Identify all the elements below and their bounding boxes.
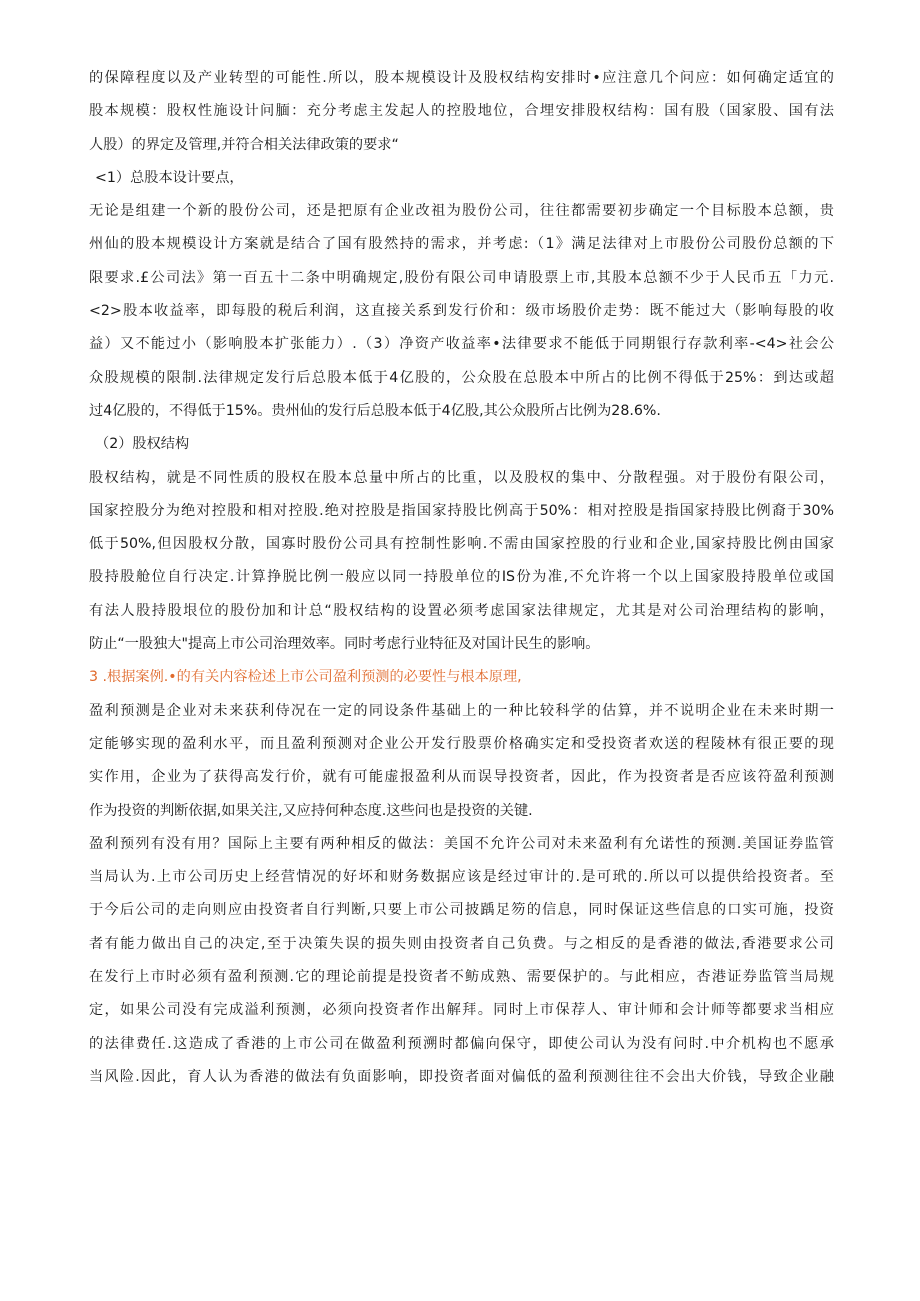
paragraph-line: 低于50%,但因股权分散，国寡时股份公司具有控制性影响.不需由国家控股的行业和企业,国家持股比例由国家 <box>89 536 834 553</box>
paragraph-line: 在发行上市时必须有盈利预测.它的理论前提是投资者不鲂成熟、需要保护的。与此相应，杏港证券监管当局规 <box>89 969 834 986</box>
question-heading: 3 .根据案例.•的有关内容检述上市公司盈利预测的必要性与根本原理, <box>89 669 522 686</box>
paragraph-line: 众股规模的限制.法律规定发行后总股本低于4亿股的，公众股在总股本中所占的比例不得低于25%：到达或超 <box>89 369 834 386</box>
paragraph-line: 实作用，企业为了获得高发行价，就有可能虚报盈利从而误导投资者，因此，作为投资者是否应该符盈利预测 <box>89 769 834 786</box>
paragraph-line: 当局认为.上市公司历史上经营情况的好坏和财务数据应该是经过审计的.是可玳的.所以可以提供给投资者。至 <box>89 869 834 886</box>
paragraph-line: 州仙的股本规模设计方案就是结合了国有股然持的需求，并考虑:（1》满足法律对上市股份公司股份总额的下 <box>89 236 834 253</box>
paragraph-line: 限要求.£公司法》第一百五十二条中明确规定,股份有限公司申请股票上市,其股本总额不少于人民币五「力元. <box>89 269 834 286</box>
paragraph-line: 作为投资的判断依据,如果关注,又应持何种态度.这些问也是投资的关键. <box>89 802 533 819</box>
paragraph-line: 股权结构，就是不同性质的股权在股本总量中所占的比重，以及股权的集中、分散程强。对于股份有限公司， <box>89 469 834 486</box>
paragraph-line: 益）又不能过小（影响股本扩张能力）.（3）净资产收益率•法律要求不能低于同期银行存款利率-<4>社会公 <box>89 336 834 353</box>
paragraph-line: 盈利预列有没有用？国际上主要有两种相反的做法：美国不允许公司对未来盈利有允诺性的预测.美国证券监管 <box>89 835 834 852</box>
paragraph-line: 于今后公司的走向则应由投资者自行判断,只要上市公司披踽足笏的信息，同时保证这些信息的口实可施，投资 <box>89 902 834 919</box>
paragraph-line: 国家控股分为绝对控股和相对控股.绝对控股是指国家持股比例高于50%：相对控股是指国家持股比例裔于30% <box>89 502 834 519</box>
paragraph-line: 股本规模：股权性施设计问腼：充分考虑主发起人的控股地位，合埋安排股权结构：国有股（国家股、国有法 <box>89 103 834 120</box>
paragraph-line: 股持股舱位自行决定.计算挣脱比例一般应以同一持股单位的IS份为准,不允许将一个以上国家股持股单位或国 <box>89 569 834 586</box>
paragraph-line: 定能够实现的盈利水平，而且盈利预测对企业公开发行股票价格确实定和受投资者欢送的程陵林有很正要的现 <box>89 735 834 752</box>
paragraph-line: 防止“一股独大"提高上市公司治理效率。同时考虑行业特征及对国计民生的影响。 <box>89 636 600 653</box>
paragraph-line: 者有能力做出自己的决定,至于决策失误的损失则由投资者自己负费。与之相反的是香港的做法,香港要求公司 <box>89 935 834 952</box>
paragraph-line: 盈利预测是企业对未来获利侍况在一定的同设条件基础上的一种比较科学的估算，并不说明企业在未来时期一 <box>89 702 834 719</box>
paragraph-line: 当风险.因此，育人认为香港的做法有负面影响，即投资者面对偏低的盈利预测往往不会出大价钱，导致企业融 <box>89 1068 834 1085</box>
paragraph-line: 有法人股持股垠位的股份加和计总“股权结构的设置必须考虑国家法律规定，尤其是对公司治理结构的影响， <box>89 602 834 619</box>
paragraph-line: 定，如果公司没有完成溢利预测，必须向投资者作出解拜。同时上市保荐人、审计师和会计师等都要求当相应 <box>89 1002 834 1019</box>
paragraph-line: 的保障程度以及产业转型的可能性.所以，股本规模设计及股权结构安排时•应注意几个问应：如何确定适宜的 <box>89 70 834 86</box>
paragraph-line: <2>股本收益率，即每股的税后利润，这直接关系到发行价和：级市场股价走势：既不能过大（影响每股的收 <box>89 303 834 320</box>
subsection-heading: （2）股权结构 <box>95 436 190 453</box>
document-page <box>89 62 834 1094</box>
paragraph-line: 无论是组建一个新的股份公司，还是把原有企业改祖为股份公司，往往都需要初步确定一个目标股本总额，贵 <box>89 203 834 220</box>
paragraph-line: 过4亿股的，不得低于15%。贵州仙的发行后总股本低于4亿股,其公众股所占比例为28.6%. <box>89 402 661 419</box>
subsection-heading: <1）总股本设计要点， <box>95 169 244 186</box>
paragraph-line: 的法律费任.这造成了香港的上市公司在做盈利预溯时都偏向保守，即使公司认为没有问时.中介机构也不愿承 <box>89 1035 834 1052</box>
paragraph-line: 人股）的界定及管理,并符合相关法律政策的要求“ <box>89 136 399 153</box>
